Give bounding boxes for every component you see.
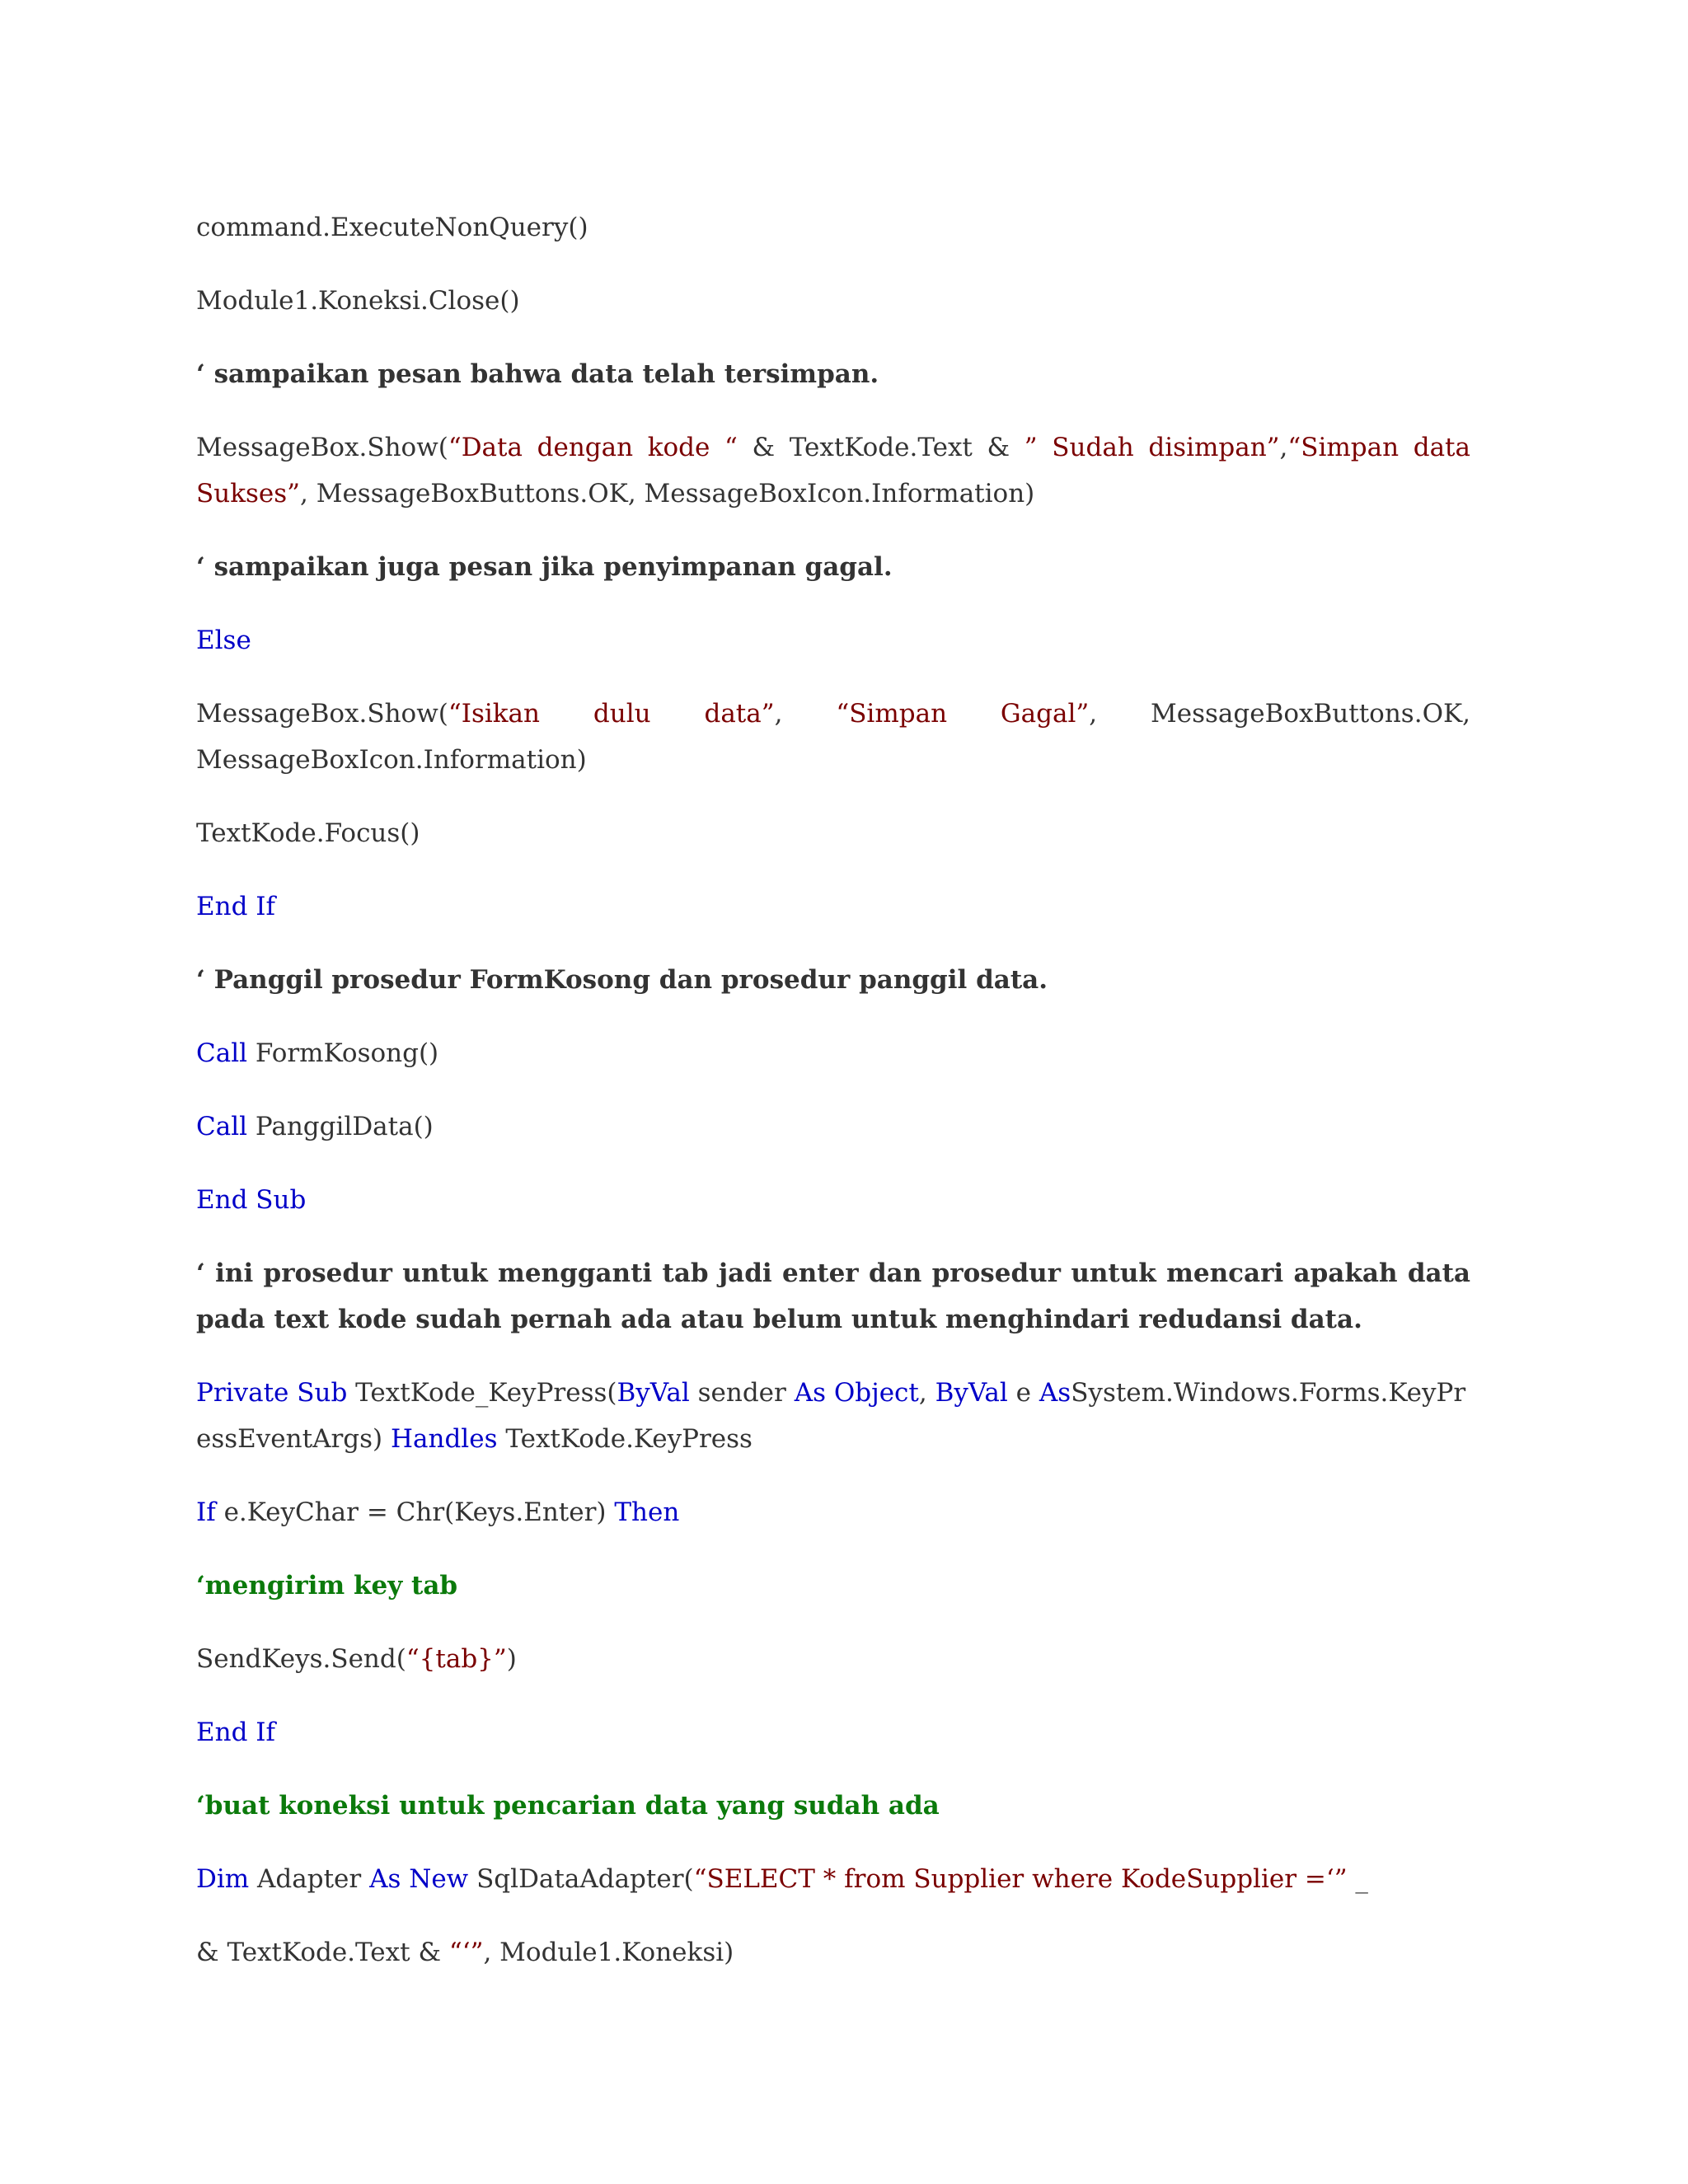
document-page [196, 204, 1470, 2003]
code-text: command.ExecuteNonQuery() [196, 213, 588, 242]
code-line-focus [196, 810, 1470, 856]
code-text: ) [506, 1644, 517, 1674]
comment-text: ‘buat koneksi untuk pencarian data yang sudah ada [196, 1791, 940, 1821]
string-literal: “Isikan dulu data” [448, 699, 775, 729]
code-text: System.Windows.Forms.KeyPressEventArgs) [196, 1378, 1466, 1454]
string-literal: “Data dengan kode “ [448, 433, 738, 462]
comment-text: ‘ sampaikan juga pesan jika penyimpanan gagal. [196, 552, 893, 582]
code-text: , [1279, 433, 1288, 462]
code-text: PanggilData() [247, 1112, 434, 1141]
code-line-execute-nonquery [196, 204, 1470, 251]
string-literal: “{tab}” [406, 1644, 507, 1674]
keyword-text: As New [369, 1864, 469, 1894]
keyword-end-if [196, 883, 1470, 930]
comment-text: ‘ Panggil prosedur FormKosong dan prosedur panggil data. [196, 965, 1048, 995]
keyword-text: Call [196, 1038, 248, 1068]
code-line-call-formkosong [196, 1030, 1470, 1076]
keyword-text: ByVal [935, 1378, 1008, 1408]
code-text: , MessageBoxButtons.OK, MessageBoxIcon.Information) [196, 699, 1470, 775]
code-text: , [774, 699, 837, 729]
code-text: _ [1347, 1864, 1368, 1894]
code-text: Module1.Koneksi.Close() [196, 286, 520, 316]
keyword-text: As Object [794, 1378, 919, 1408]
keyword-text: If [196, 1497, 216, 1527]
code-text: e [1007, 1378, 1039, 1408]
code-line-dim-adapter [196, 1856, 1470, 1902]
code-text: Adapter [249, 1864, 370, 1894]
keyword-text: End If [196, 892, 276, 921]
keyword-text: Dim [196, 1864, 250, 1894]
keyword-text: ByVal [617, 1378, 690, 1408]
code-text: & TextKode.Text & [196, 1938, 449, 1967]
comment-saved-message [196, 351, 1470, 397]
code-line-sendkeys [196, 1636, 1470, 1682]
comment-call-procedures [196, 957, 1470, 1003]
code-text: , MessageBoxButtons.OK, MessageBoxIcon.Information) [300, 479, 1035, 509]
code-text: SqlDataAdapter( [468, 1864, 694, 1894]
keyword-text: End If [196, 1718, 276, 1747]
code-text: e.KeyChar = Chr(Keys.Enter) [215, 1497, 615, 1527]
code-text: , [918, 1378, 935, 1408]
keyword-end-if-2 [196, 1709, 1470, 1755]
code-text: , Module1.Koneksi) [483, 1938, 734, 1967]
keyword-text: Call [196, 1112, 248, 1141]
code-text: TextKode_KeyPress( [347, 1378, 617, 1408]
keyword-else [196, 617, 1470, 663]
comment-failed-message [196, 544, 1470, 590]
code-text: MessageBox.Show( [196, 433, 448, 462]
string-literal: ” Sudah disimpan” [1024, 433, 1280, 462]
comment-create-connection [196, 1783, 1470, 1829]
code-line-if-enter [196, 1489, 1470, 1535]
code-text: FormKosong() [247, 1038, 439, 1068]
code-text: SendKeys.Send( [196, 1644, 406, 1674]
string-literal: “Simpan data Sukses” [196, 433, 1470, 509]
keyword-text: Private Sub [196, 1378, 348, 1408]
keyword-text: As [1039, 1378, 1071, 1408]
keyword-text: Then [614, 1497, 680, 1527]
comment-send-tab [196, 1563, 1470, 1609]
code-text: sender [689, 1378, 795, 1408]
string-literal: “Simpan Gagal” [836, 699, 1090, 729]
code-line-call-panggildata [196, 1104, 1470, 1150]
string-literal: “‘” [448, 1938, 484, 1967]
keyword-text: Handles [390, 1424, 498, 1454]
code-text: & TextKode.Text & [737, 433, 1025, 462]
comment-text: ‘ ini prosedur untuk mengganti tab jadi enter dan prosedur untuk mencari apakah data pada text kode sudah pernah ada atau belum untuk menghindari redudansi data. [196, 1258, 1470, 1334]
code-text: TextKode.Focus() [196, 818, 420, 848]
keyword-text: End Sub [196, 1185, 307, 1215]
code-text: MessageBox.Show( [196, 699, 448, 729]
code-line-adapter-continuation [196, 1929, 1470, 1975]
comment-text: ‘mengirim key tab [196, 1571, 458, 1601]
code-line-messagebox-success [196, 424, 1470, 517]
code-line-close-connection [196, 278, 1470, 324]
comment-keypress-procedure [196, 1250, 1470, 1343]
code-text: TextKode.KeyPress [497, 1424, 753, 1454]
code-line-keypress-sub [196, 1370, 1470, 1462]
keyword-end-sub [196, 1177, 1470, 1223]
string-literal: “SELECT * from Supplier where KodeSupplier =‘” [693, 1864, 1348, 1894]
keyword-text: Else [196, 626, 251, 655]
code-line-messagebox-failed [196, 691, 1470, 783]
comment-text: ‘ sampaikan pesan bahwa data telah tersimpan. [196, 359, 879, 389]
